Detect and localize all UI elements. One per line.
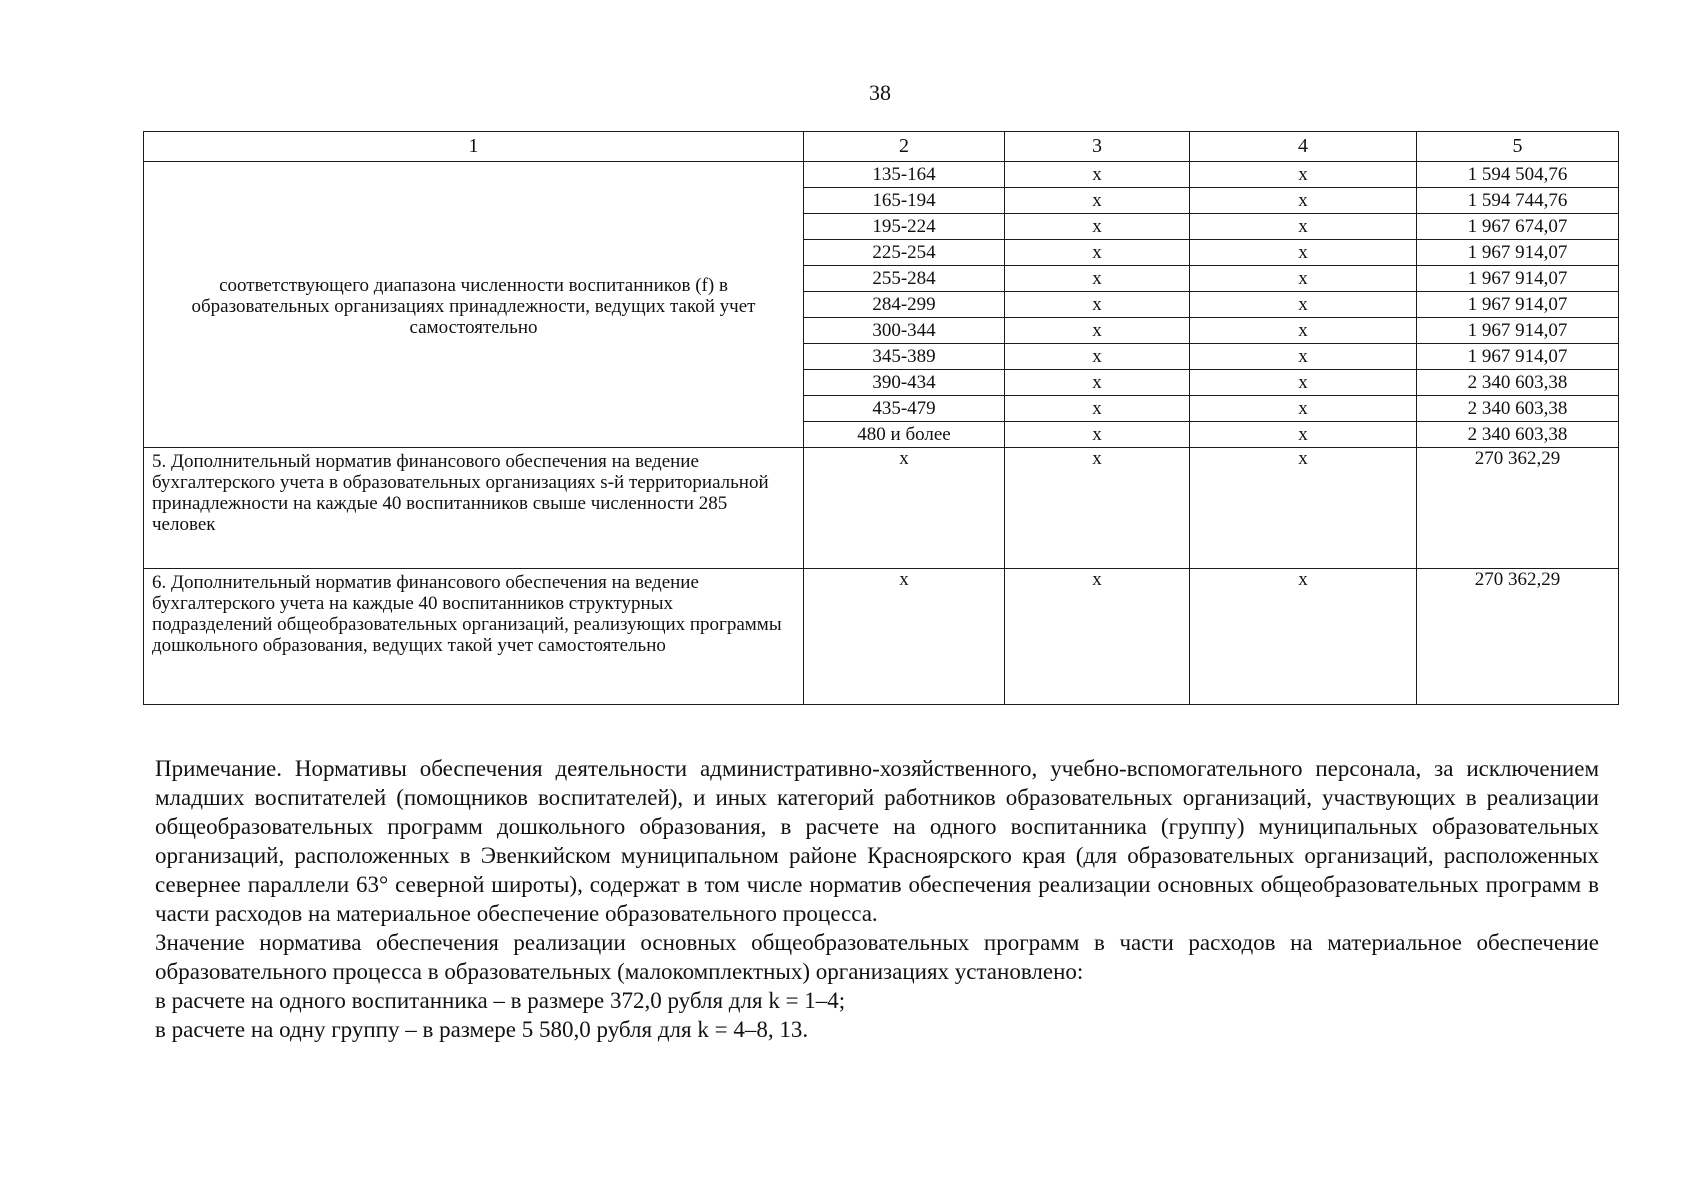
value-cell: 1 967 914,07 (1417, 266, 1619, 292)
value-cell: 2 340 603,38 (1417, 396, 1619, 422)
table-cell: x (1005, 162, 1190, 188)
table-cell: x (1005, 370, 1190, 396)
table-cell: x (1005, 344, 1190, 370)
range-cell: 345-389 (804, 344, 1005, 370)
value-cell: 1 967 914,07 (1417, 240, 1619, 266)
table-cell: x (1190, 569, 1417, 705)
normatives-table (143, 131, 1619, 705)
column-header: 5 (1417, 132, 1619, 162)
table-row-item-5 (144, 448, 1619, 569)
table-cell: x (1190, 266, 1417, 292)
item-5-description: 5. Дополнительный норматив финансового обеспечения на ведение бухгалтерского учета в образовательных организациях s-й территориальной принадлежности на каждые 40 воспитанников свыше численности 285 человек (144, 448, 804, 569)
table-cell: x (1190, 344, 1417, 370)
item-6-description: 6. Дополнительный норматив финансового обеспечения на ведение бухгалтерского учета на каждые 40 воспитанников структурных подразделений общеобразовательных организаций, реализующих программы дошкольного образования, ведущих такой учет самостоятельно (144, 569, 804, 705)
table-cell: x (1190, 396, 1417, 422)
range-cell: 435-479 (804, 396, 1005, 422)
value-cell: 1 967 914,07 (1417, 318, 1619, 344)
table-cell: x (1005, 422, 1190, 448)
table-cell: x (1190, 240, 1417, 266)
note-line: в расчете на одну группу – в размере 5 580,0 рубля для k = 4–8, 13. (155, 1017, 809, 1042)
note-paragraph: Примечание. Нормативы обеспечения деятельности административно-хозяйственного, учебно-вспомогательного персонала, за исключением младших воспитателей (помощников воспитателей), и иных категорий работников образовательных организаций, участвующих в реализации общеобразовательных программ дошкольного образования, в расчете на одного воспитанника (группу) муниципальных образовательных организаций, расположенных в Эвенкийском муниципальном районе Красноярского края (для образовательных организаций, расположенных севернее параллели 63° северной широты), содержат в том числе норматив обеспечения реализации основных общеобразовательных программ в части расходов на материальное обеспечение образовательного процесса. (155, 756, 1599, 926)
value-cell: 2 340 603,38 (1417, 370, 1619, 396)
notes-section (155, 754, 1599, 1044)
group-description: соответствующего диапазона численности воспитанников (f) в образовательных организациях принадлежности, ведущих такой учет самостоятельно (144, 162, 804, 448)
table-cell: x (1190, 162, 1417, 188)
range-cell: 135-164 (804, 162, 1005, 188)
table-cell: x (1005, 214, 1190, 240)
range-cell: 284-299 (804, 292, 1005, 318)
table-cell: x (1190, 214, 1417, 240)
table-row-item-6 (144, 569, 1619, 705)
table-cell: x (1190, 448, 1417, 569)
range-cell: 165-194 (804, 188, 1005, 214)
value-cell: 1 594 504,76 (1417, 162, 1619, 188)
range-cell: 255-284 (804, 266, 1005, 292)
table-cell: x (1005, 292, 1190, 318)
table-cell: x (1190, 188, 1417, 214)
table-row (144, 162, 1619, 188)
range-cell: 300-344 (804, 318, 1005, 344)
table-cell: x (1190, 318, 1417, 344)
column-header: 1 (144, 132, 804, 162)
page-number: 38 (869, 80, 891, 105)
column-header: 3 (1005, 132, 1190, 162)
note-paragraph: Значение норматива обеспечения реализации основных общеобразовательных программ в части расходов на материальное обеспечение образовательного процесса в образовательных (малокомплектных) организациях установлено: (155, 930, 1599, 984)
range-cell: 225-254 (804, 240, 1005, 266)
range-cell: 195-224 (804, 214, 1005, 240)
table-cell: x (1190, 422, 1417, 448)
table-cell: x (804, 569, 1005, 705)
column-header: 2 (804, 132, 1005, 162)
note-line: в расчете на одного воспитанника – в размере 372,0 рубля для k = 1–4; (155, 988, 846, 1013)
range-cell: 480 и более (804, 422, 1005, 448)
value-cell: 2 340 603,38 (1417, 422, 1619, 448)
value-cell: 1 967 674,07 (1417, 214, 1619, 240)
table-cell: x (1005, 448, 1190, 569)
table-cell: x (1005, 318, 1190, 344)
table-cell: x (804, 448, 1005, 569)
table-cell: x (1005, 188, 1190, 214)
value-cell: 270 362,29 (1417, 569, 1619, 705)
table-cell: x (1190, 292, 1417, 318)
table-cell: x (1005, 569, 1190, 705)
table-cell: x (1190, 370, 1417, 396)
value-cell: 1 967 914,07 (1417, 292, 1619, 318)
table-cell: x (1005, 396, 1190, 422)
range-cell: 390-434 (804, 370, 1005, 396)
table-header-row (144, 132, 1619, 162)
value-cell: 270 362,29 (1417, 448, 1619, 569)
table-cell: x (1005, 266, 1190, 292)
value-cell: 1 967 914,07 (1417, 344, 1619, 370)
table-cell: x (1005, 240, 1190, 266)
column-header: 4 (1190, 132, 1417, 162)
value-cell: 1 594 744,76 (1417, 188, 1619, 214)
